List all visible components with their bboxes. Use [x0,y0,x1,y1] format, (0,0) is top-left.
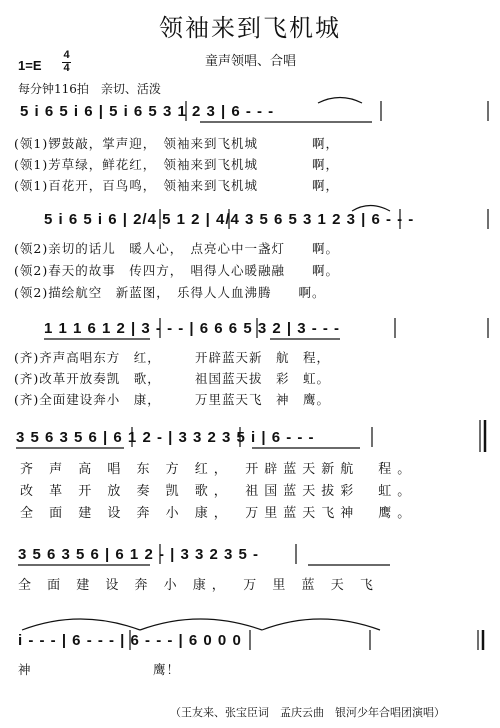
tie-arc [352,206,390,212]
system2-notes: 5 i 6 5 i 6 | 2/4 5 1 2 | 4/4 3 5 6 5 3 1 2 3 | 6 - - - [44,211,415,228]
tie-arc [262,619,380,630]
credits: （王友来、张宝臣词 孟庆云曲 银河少年合唱团演唱） [170,706,445,719]
meter-top: 4 [63,49,70,61]
system4-lyric-3: 全 面 建 设 奔 小 康， 万里蓝天飞神 鹰。 [20,506,417,521]
system1-lyric-3: (领1)百花开，百鸟鸣， 领袖来到飞机城 啊， [14,178,339,193]
system3-notes: 1 1 1 6 1 2 | 3 - - - | 6 6 6 5 3 2 | 3 - - - [44,320,341,337]
system4-notes: 3 5 6 3 5 6 | 6 1 2 - | 3 3 2 3 5 i | 6 - - - [16,429,315,446]
system6-notes: i - - - | 6 - - - | 6 - - - | 6 0 0 0 [18,632,242,649]
song-title: 领袖来到飞机城 [159,14,341,42]
meter-bottom: 4 [63,62,70,74]
tie-arc [318,98,362,104]
system3-lyric-3: (齐)全面建设奔小 康， 万里蓝天飞 神 鹰。 [14,392,331,407]
system4-lyric-1: 齐 声 高 唱 东 方 红， 开辟蓝天新航 程。 [20,462,417,477]
system5-notes: 3 5 6 3 5 6 | 6 1 2 - | 3 3 2 3 5 - [18,546,260,563]
tie-arc [140,619,262,630]
system4-lyric-2: 改 革 开 放 奏 凯 歌， 祖国蓝天拔彩 虹。 [20,484,417,499]
system1-lyric-1: (领1)锣鼓敲，掌声迎， 领袖来到飞机城 啊， [14,136,339,151]
system2-lyric-1: (领2)亲切的话儿 暖人心， 点亮心中一盏灯 啊。 [14,241,339,256]
system3-lyric-1: (齐)齐声高唱东方 红， 开辟蓝天新 航 程， [14,350,331,365]
system1-notes: 5 i 6 5 i 6 | 5 i 6 5 3 1 2 3 | 6 - - - [20,103,275,120]
tempo-marking: 每分钟116拍 亲切、活泼 [18,82,161,96]
system3-lyric-2: (齐)改革开放奏凯 歌， 祖国蓝天拔 彩 虹。 [14,371,331,386]
performance-note: 童声领唱、合唱 [205,54,297,69]
system2-lyric-2: (领2)春天的故事 传四方， 唱得人心暖融融 啊。 [14,263,339,278]
key-signature: 1=E [18,58,42,73]
system2-lyric-3: (领2)描绘航空 新蓝图， 乐得人人血沸腾 啊。 [14,285,326,300]
system6-lyric-1: 神 鹰！ [18,662,181,677]
tie-arc [22,619,140,630]
system5-lyric-1: 全 面 建 设 奔 小 康， 万 里 蓝 天 飞 [18,578,379,593]
system1-lyric-2: (领1)芳草绿，鲜花红， 领袖来到飞机城 啊， [14,157,339,172]
